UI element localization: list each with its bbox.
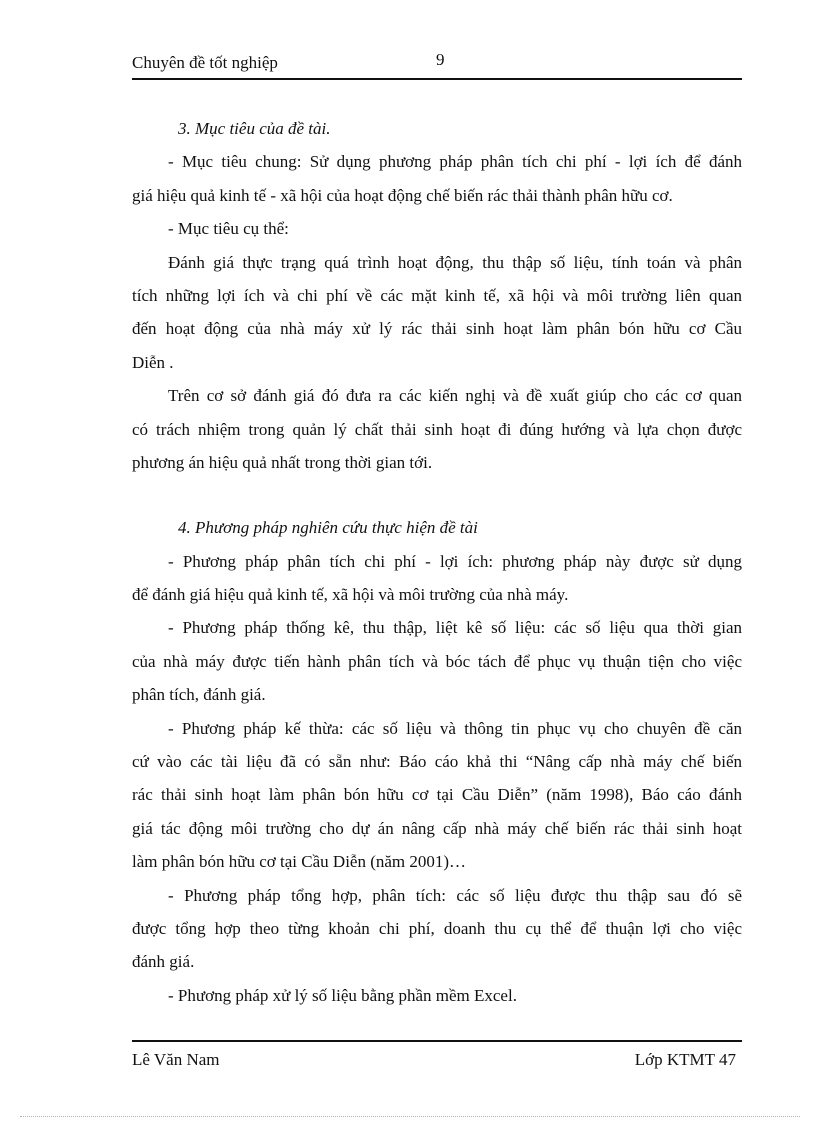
paragraph-line: có trách nhiệm trong quản lý chất thải sinh hoạt đi đúng hướng và lựa chọn được — [132, 419, 742, 439]
paragraph-line: - Phương pháp thống kê, thu thập, liệt kê số liệu: các số liệu qua thời gian — [168, 618, 742, 638]
header-title: Chuyên đề tốt nghiệp — [132, 53, 278, 72]
paragraph-line: Đánh giá thực trạng quá trình hoạt động, thu thập số liệu, tính toán và phân — [168, 252, 742, 272]
footer-author: Lê Văn Nam — [132, 1050, 220, 1069]
paragraph-line: - Mục tiêu chung: Sử dụng phương pháp phân tích chi phí - lợi ích để đánh — [168, 152, 742, 172]
paragraph-line: đánh giá. — [132, 952, 195, 972]
paragraph-line: rác thải sinh hoạt làm phân bón hữu cơ tại Cầu Diễn” (năm 1998), Báo cáo đánh — [132, 785, 742, 805]
paragraph-line: phân tích, đánh giá. — [132, 685, 266, 705]
paragraph-line: Diễn . — [132, 352, 174, 372]
paragraph-line: cứ vào các tài liệu đã có sẵn như: Báo cáo khả thi “Nâng cấp nhà máy chế biến — [132, 752, 742, 772]
paragraph-line: - Phương pháp kế thừa: các số liệu và thông tin phục vụ cho chuyên đề căn — [168, 718, 742, 738]
paragraph-line: - Phương pháp xử lý số liệu bằng phần mềm Excel. — [168, 985, 517, 1005]
paragraph-line: của nhà máy được tiến hành phân tích và bóc tách để phục vụ thuận tiện cho việc — [132, 651, 742, 671]
paragraph-line: phương án hiệu quả nhất trong thời gian tới. — [132, 452, 433, 472]
paragraph-line: - Phương pháp phân tích chi phí - lợi ích: phương pháp này được sử dụng — [168, 551, 742, 571]
footer-class: Lớp KTMT 47 — [634, 1050, 736, 1069]
section-heading: 3. Mục tiêu của đề tài. — [178, 119, 331, 138]
paragraph-line: giá hiệu quả kinh tế - xã hội của hoạt động chế biến rác thải thành phân hữu cơ. — [132, 185, 673, 205]
paragraph-line: - Phương pháp tổng hợp, phân tích: các số liệu được thu thập sau đó sẽ — [168, 885, 742, 905]
paragraph-line: làm phân bón hữu cơ tại Cầu Diễn (năm 2001)… — [132, 852, 467, 872]
section-gap — [132, 479, 742, 511]
paragraph-line: đến hoạt động của nhà máy xử lý rác thải sinh hoạt làm phân bón hữu cơ Cầu — [132, 319, 742, 339]
paragraph-line: để đánh giá hiệu quả kinh tế, xã hội và môi trường của nhà máy. — [132, 585, 569, 605]
page-number: 9 — [436, 50, 445, 69]
paragraph-line: Trên cơ sở đánh giá đó đưa ra các kiến nghị và đề xuất giúp cho các cơ quan — [168, 386, 742, 406]
paragraph-line: được tổng hợp theo từng khoản chi phí, doanh thu cụ thể để thuận lợi cho việc — [132, 918, 742, 938]
page-header — [132, 48, 742, 80]
page-bottom-border — [20, 1116, 800, 1117]
page-footer — [132, 1040, 742, 1078]
paragraph-line: tích những lợi ích và chi phí về các mặt kinh tế, xã hội và môi trường liên quan — [132, 285, 742, 305]
paragraph-line: giá tác động môi trường cho dự án nâng cấp nhà máy chế biến rác thải sinh hoạt — [132, 818, 742, 838]
section-heading: 4. Phương pháp nghiên cứu thực hiện đề tài — [178, 518, 478, 538]
paragraph-line: - Mục tiêu cụ thể: — [168, 219, 289, 239]
page-content — [132, 112, 742, 1012]
